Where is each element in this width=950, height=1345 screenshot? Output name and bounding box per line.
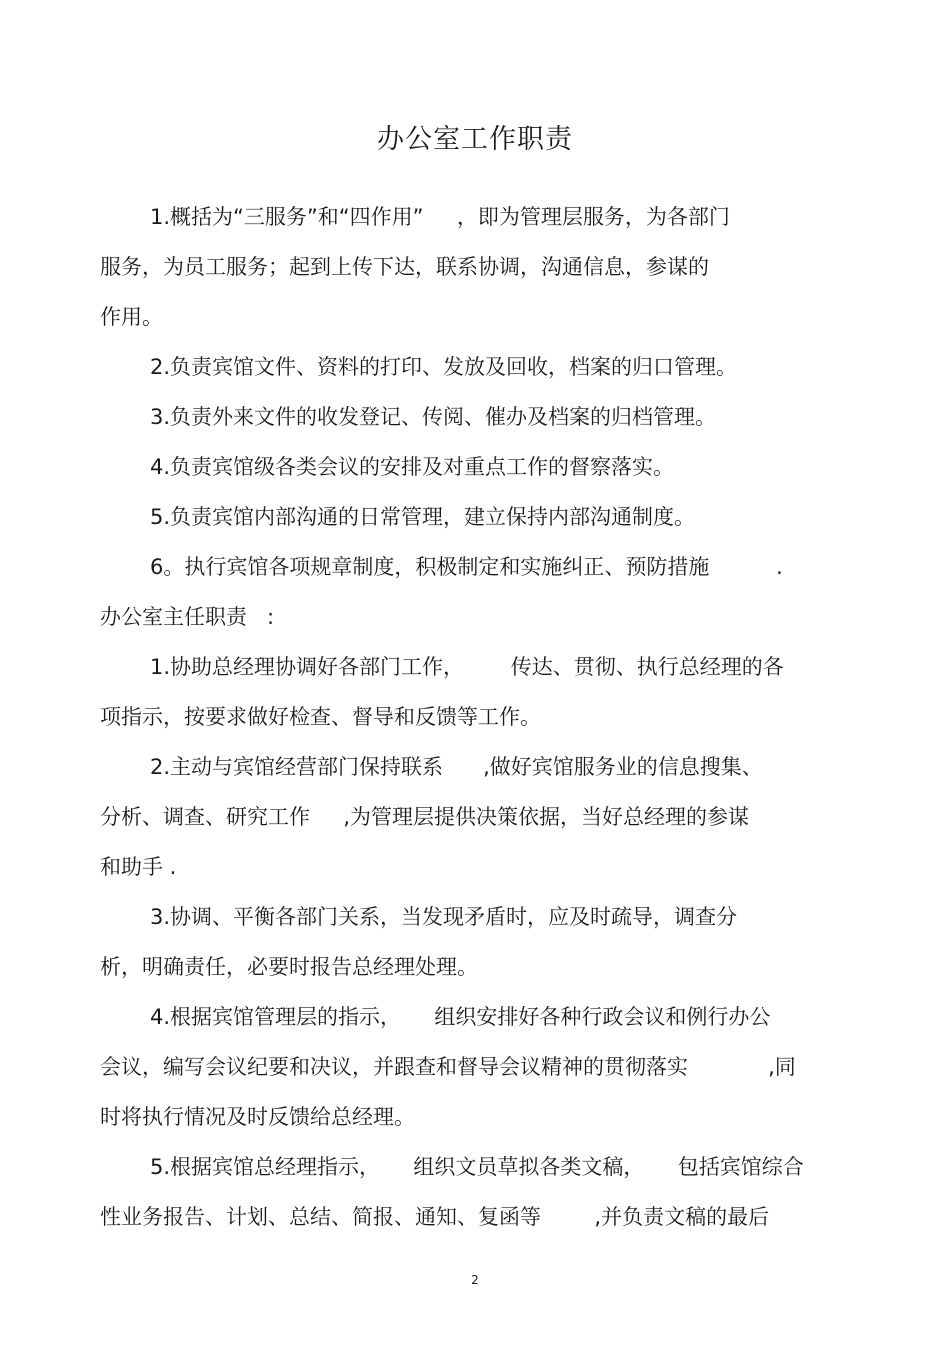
paragraph-line: 项指示，按要求做好检查、督导和反馈等工作。 bbox=[100, 705, 541, 729]
paragraph-line: 分析、调查、研究工作 ,为管理层提供决策依据，当好总经理的参谋 bbox=[100, 805, 750, 829]
page-number: 2 bbox=[471, 1273, 479, 1287]
paragraph-line: 作用。 bbox=[100, 305, 163, 329]
paragraph-line: 4.根据宾馆管理层的指示， 组织安排好各种行政会议和例行办公 bbox=[150, 1005, 771, 1029]
paragraph-line: 3.协调、平衡各部门关系，当发现矛盾时，应及时疏导，调查分 bbox=[150, 905, 738, 929]
section-heading: 办公室主任职责 : bbox=[100, 605, 275, 629]
paragraph-line: 和助手 . bbox=[100, 855, 177, 879]
paragraph-line: 服务，为员工服务；起到上传下达，联系协调，沟通信息，参谋的 bbox=[100, 255, 709, 279]
paragraph-line: 2.主动与宾馆经营部门保持联系 ,做好宾馆服务业的信息搜集、 bbox=[150, 755, 763, 779]
paragraph-line: 会议，编写会议纪要和决议，并跟查和督导会议精神的贯彻落实 ,同 bbox=[100, 1055, 796, 1079]
paragraph-line: 3.负责外来文件的收发登记、传阅、催办及档案的归档管理。 bbox=[150, 405, 717, 429]
paragraph-line: 6。执行宾馆各项规章制度，积极制定和实施纠正、预防措施 . bbox=[150, 555, 783, 579]
paragraph-line: 析，明确责任，必要时报告总经理处理。 bbox=[100, 955, 478, 979]
paragraph-line: 5.根据宾馆总经理指示， 组织文员草拟各类文稿， 包括宾馆综合 bbox=[150, 1155, 804, 1179]
document-title: 办公室工作职责 bbox=[377, 124, 573, 155]
paragraph-line: 1.协助总经理协调好各部门工作， 传达、贯彻、执行总经理的各 bbox=[150, 655, 784, 679]
paragraph-line: 性业务报告、计划、总结、简报、通知、复函等 ,并负责文稿的最后 bbox=[100, 1205, 770, 1229]
paragraph-line: 5.负责宾馆内部沟通的日常管理，建立保持内部沟通制度。 bbox=[150, 505, 696, 529]
paragraph-line: 4.负责宾馆级各类会议的安排及对重点工作的督察落实。 bbox=[150, 455, 675, 479]
paragraph-line: 时将执行情况及时反馈给总经理。 bbox=[100, 1105, 415, 1129]
paragraph-line: 1.概括为“三服务”和“四作用” ，即为管理层服务，为各部门 bbox=[150, 205, 730, 229]
paragraph-line: 2.负责宾馆文件、资料的打印、发放及回收，档案的归口管理。 bbox=[150, 355, 738, 379]
